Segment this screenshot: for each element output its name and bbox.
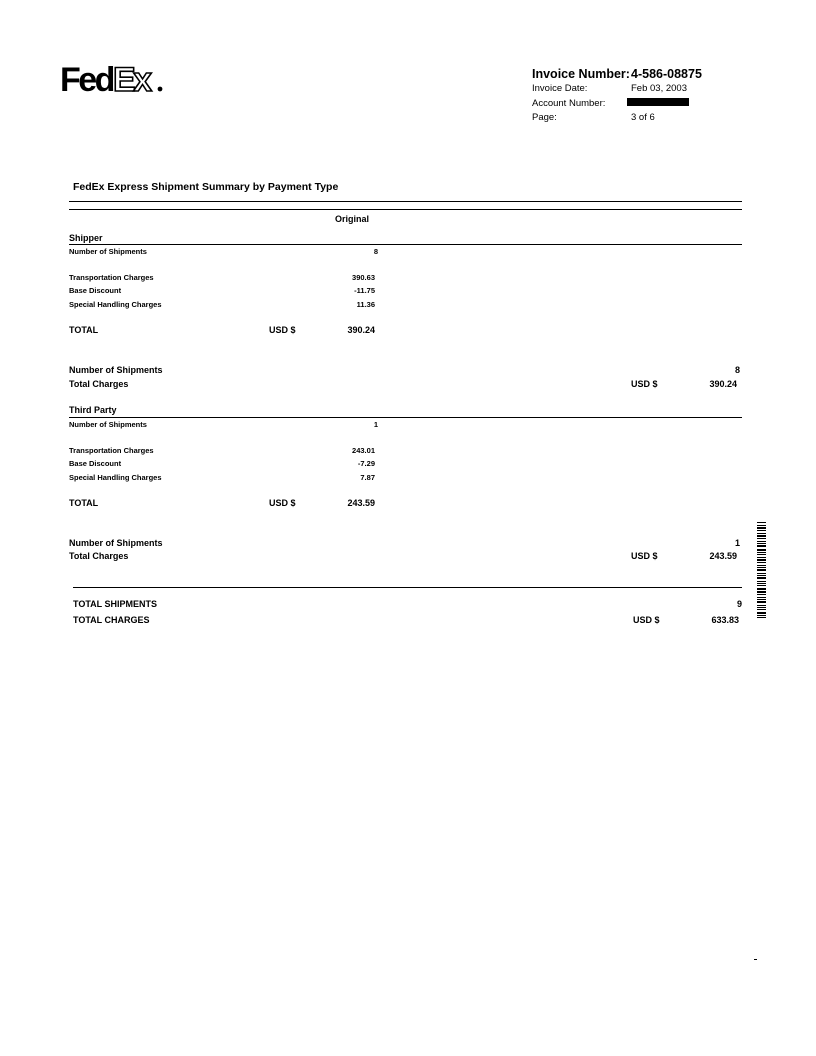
- total-label: TOTAL: [69, 325, 99, 335]
- page-label: Page:: [532, 112, 557, 123]
- special-label: Special Handling Charges: [69, 473, 162, 482]
- barcode-bar: [757, 541, 766, 542]
- transportation-value: 243.01: [352, 446, 375, 455]
- total-charges-value: 633.83: [711, 615, 739, 625]
- section-name: Third Party: [69, 405, 117, 415]
- divider: [73, 587, 742, 588]
- special-value: 11.36: [356, 300, 375, 309]
- num-shipments-value: 1: [373, 420, 378, 429]
- account-number-redacted: [627, 98, 689, 106]
- num-shipments-label: Number of Shipments: [69, 420, 147, 429]
- discount-value: -7.29: [357, 459, 375, 468]
- total-charges-currency: USD $: [633, 615, 660, 625]
- num-shipments-value: 8: [373, 247, 378, 256]
- barcode-bar: [757, 543, 766, 544]
- transportation-label: Transportation Charges: [69, 446, 154, 455]
- barcode-bar: [757, 557, 766, 558]
- barcode-bar: [757, 594, 766, 595]
- barcode-bar: [757, 565, 766, 566]
- barcode-bar: [757, 533, 766, 534]
- special-value: 7.87: [360, 473, 375, 482]
- barcode-bar: [757, 527, 766, 529]
- summary-shipments-label: Number of Shipments: [69, 538, 163, 548]
- fedex-logo: [60, 60, 164, 96]
- svg-text:Ex: Ex: [113, 61, 150, 96]
- barcode-bar: [757, 545, 766, 547]
- total-value: 390.24: [347, 325, 375, 335]
- barcode-bar: [757, 585, 766, 586]
- invoice-number-label: Invoice Number:: [532, 67, 630, 81]
- summary-shipments-value: 8: [734, 365, 740, 375]
- barcode-bar: [757, 554, 766, 555]
- discount-label: Base Discount: [69, 459, 122, 468]
- special-label: Special Handling Charges: [69, 300, 162, 309]
- total-currency: USD $: [269, 325, 296, 335]
- account-number-label: Account Number:: [532, 98, 606, 109]
- summary-charges-value: 390.24: [709, 379, 737, 389]
- summary-shipments-label: Number of Shipments: [69, 365, 163, 375]
- barcode-bar: [757, 615, 766, 616]
- barcode-bar: [757, 552, 766, 553]
- barcode-bar: [757, 569, 766, 571]
- total-currency: USD $: [269, 498, 296, 508]
- svg-text:Fed: Fed: [60, 61, 113, 96]
- summary-charges-value: 243.59: [709, 551, 737, 561]
- barcode-bar: [757, 573, 766, 574]
- barcode-bar: [757, 522, 766, 523]
- barcode-bar: [757, 612, 766, 614]
- barcode-bar: [757, 530, 766, 531]
- barcode-bar: [757, 525, 766, 526]
- divider: [69, 244, 742, 245]
- transportation-value: 390.63: [352, 273, 375, 282]
- section-name: Shipper: [69, 233, 103, 243]
- barcode-bar: [757, 567, 766, 568]
- barcode-bar: [757, 538, 766, 539]
- page-value: 3 of 6: [631, 112, 655, 123]
- barcode-bar: [757, 549, 766, 551]
- barcode-bar: [757, 575, 766, 576]
- barcode-bar: [757, 588, 766, 590]
- barcode-bar: [757, 535, 766, 537]
- barcode-bar: [757, 562, 766, 563]
- divider: [69, 209, 742, 210]
- barcode-bar: [757, 583, 766, 584]
- summary-charges-label: Total Charges: [69, 379, 129, 389]
- invoice-number: 4-586-08875: [631, 67, 702, 81]
- invoice-date: Feb 03, 2003: [631, 83, 687, 94]
- discount-value: -11.75: [354, 286, 375, 295]
- divider: [69, 201, 742, 202]
- divider: [69, 417, 742, 418]
- total-shipments-value: 9: [736, 599, 742, 609]
- page-mark: [754, 959, 757, 960]
- barcode-bar: [757, 597, 766, 598]
- barcode-bar: [757, 609, 766, 610]
- summary-shipments-value: 1: [734, 538, 740, 548]
- summary-charges-label: Total Charges: [69, 551, 129, 561]
- barcode-bar: [757, 577, 766, 579]
- total-value: 243.59: [347, 498, 375, 508]
- summary-currency: USD $: [631, 551, 658, 561]
- total-charges-label: TOTAL CHARGES: [73, 615, 150, 625]
- num-shipments-label: Number of Shipments: [69, 247, 147, 256]
- barcode-bar: [757, 605, 766, 606]
- discount-label: Base Discount: [69, 286, 122, 295]
- barcode-bar: [757, 601, 766, 603]
- barcode-image: [757, 522, 766, 620]
- barcode-bar: [757, 591, 766, 593]
- section-title: FedEx Express Shipment Summary by Payment Type: [73, 181, 339, 193]
- invoice-date-label: Invoice Date:: [532, 83, 588, 94]
- total-shipments-label: TOTAL SHIPMENTS: [73, 599, 158, 609]
- barcode-bar: [757, 617, 766, 618]
- barcode-bar: [757, 581, 766, 582]
- summary-currency: USD $: [631, 379, 658, 389]
- total-label: TOTAL: [69, 498, 99, 508]
- barcode-bar: [757, 559, 766, 561]
- transportation-label: Transportation Charges: [69, 273, 154, 282]
- barcode-bar: [757, 599, 766, 600]
- column-header-original: Original: [335, 214, 370, 224]
- barcode-bar: [757, 607, 766, 608]
